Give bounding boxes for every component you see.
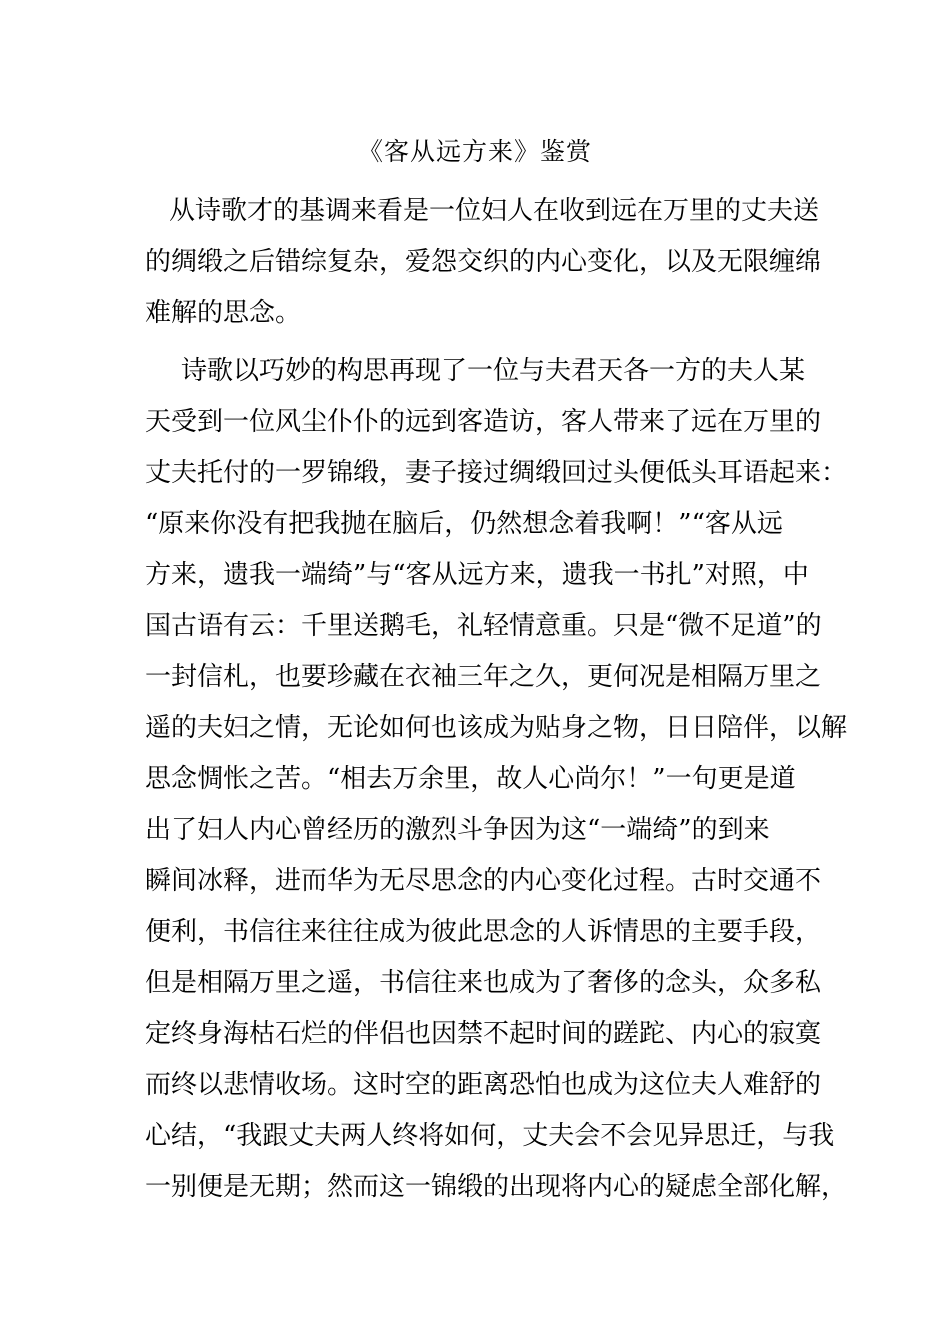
paragraph-line: 而终以悲情收场。这时空的距离恐怕也成为这位夫人难舒的 [145,1070,822,1100]
paragraph-line: “原来你没有把我抛在脑后，仍然想念着我啊！”“客从远 [145,509,783,539]
paragraph-line: 一封信札，也要珍藏在衣袖三年之久，更何况是相隔万里之 [145,662,822,692]
paragraph-1 [145,186,825,339]
paragraph-line: 思念惆怅之苦。“相去万余里，故人心尚尔！”一句更是道 [145,764,796,794]
paragraph-line: 方来，遗我一端绮”与“客从远方来，遗我一书扎”对照，中 [145,560,809,590]
paragraph-line: 瞬间冰释，进而华为无尽思念的内心变化过程。古时交通不 [145,866,822,896]
paragraph-line: 一别便是无期；然而这一锦缎的出现将内心的疑虑全部化解， [145,1172,848,1202]
paragraph-line: 诗歌以巧妙的构思再现了一位与夫君天各一方的夫人某 [181,356,806,386]
paragraph-2 [145,346,848,1213]
paragraph-line: 心结，“我跟丈夫两人终将如何，丈夫会不会见异思迁，与我 [145,1121,835,1151]
paragraph-line: 出了妇人内心曾经历的激烈斗争因为这“一端绮”的到来 [145,815,770,845]
paragraph-line: 从诗歌才的基调来看是一位妇人在收到远在万里的丈夫送 [169,196,820,226]
paragraph-line: 遥的夫妇之情，无论如何也该成为贴身之物，日日陪伴，以解 [145,713,848,743]
paragraph-line: 难解的思念。 [145,298,302,328]
paragraph-line: 丈夫托付的一罗锦缎，妻子接过绸缎回过头便低头耳语起来： [145,458,848,488]
document-title: 《客从远方来》鉴赏 [357,137,592,166]
paragraph-line: 定终身海枯石烂的伴侣也因禁不起时间的蹉跎、内心的寂寞 [145,1019,822,1049]
paragraph-line: 便利，书信往来往往成为彼此思念的人诉情思的主要手段， [145,917,822,947]
paragraph-line: 的绸缎之后错综复杂，爱怨交织的内心变化，以及无限缠绵 [145,247,822,277]
paragraph-line: 国古语有云：千里送鹅毛，礼轻情意重。只是“微不足道”的 [145,611,822,641]
paragraph-line: 天受到一位风尘仆仆的远到客造访，客人带来了远在万里的 [145,407,822,437]
paragraph-line: 但是相隔万里之遥，书信往来也成为了奢侈的念头，众多私 [145,968,822,998]
